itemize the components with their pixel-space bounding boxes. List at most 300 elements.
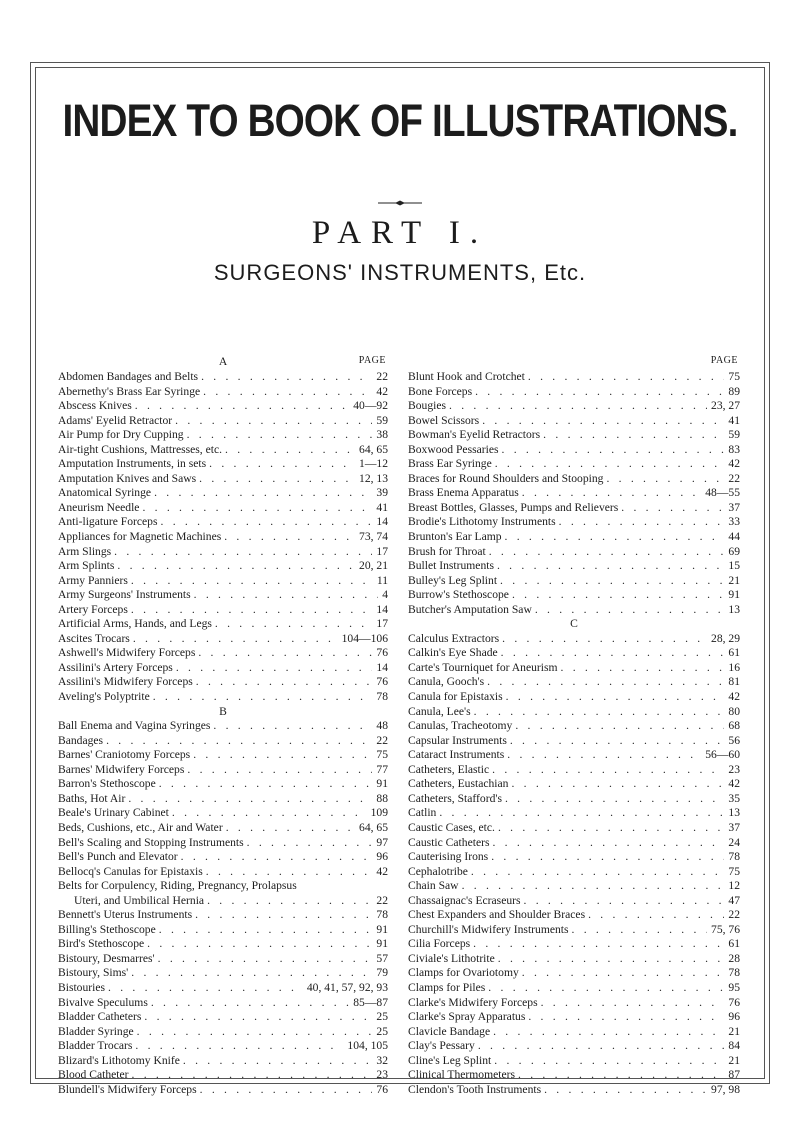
index-entry <box>58 923 388 938</box>
dot-leader <box>508 777 724 792</box>
entry-title: Assilini's Midwifery Forceps <box>58 675 193 689</box>
entry-page: 42 <box>376 384 388 398</box>
dot-leader <box>222 443 355 458</box>
entry-title: Clamps for Piles <box>408 980 486 994</box>
entry-title: Bivalve Speculums <box>58 995 148 1009</box>
dot-leader <box>499 443 725 458</box>
entry-title: Bullet Instruments <box>408 559 494 573</box>
index-entry <box>58 661 388 676</box>
index-entry <box>408 515 740 530</box>
index-entry <box>58 675 388 690</box>
column-header <box>408 355 740 370</box>
entry-title: Butcher's Amputation Saw <box>408 602 532 616</box>
index-entry <box>58 457 388 472</box>
entry-title: Bladder Catheters <box>58 1010 142 1024</box>
dot-leader <box>495 821 724 836</box>
index-entry <box>58 559 388 574</box>
entry-page: 64, 65 <box>359 820 388 834</box>
dot-leader <box>134 1025 373 1040</box>
entry-title: Civiale's Lithotrite <box>408 951 495 965</box>
dot-leader <box>492 457 725 472</box>
entry-title: Air Pump for Dry Cupping <box>58 428 184 442</box>
entry-title: Cilia Forceps <box>408 937 471 951</box>
index-entry <box>58 530 388 545</box>
entry-page: 28 <box>728 951 740 965</box>
index-entry <box>58 588 388 603</box>
dot-leader <box>178 850 373 865</box>
entry-page: 25 <box>376 1010 388 1024</box>
dot-leader <box>148 996 349 1011</box>
index-entry <box>408 806 740 821</box>
dot-leader <box>151 486 372 501</box>
dot-leader <box>525 370 725 385</box>
entry-page: 87 <box>728 1068 740 1082</box>
index-entry <box>58 763 388 778</box>
index-entry <box>58 1010 388 1025</box>
ornament-divider <box>378 200 422 206</box>
index-entry <box>58 690 388 705</box>
entry-title: Bladder Syringe <box>58 1024 134 1038</box>
index-entry <box>408 690 740 705</box>
entry-title: Churchill's Midwifery Instruments <box>408 922 569 936</box>
entry-title: Brush for Throat <box>408 544 486 558</box>
entry-title: Beds, Cushions, etc., Air and Water <box>58 820 223 834</box>
entry-title: Amputation Instruments, in sets <box>58 457 207 471</box>
entry-title: Caustic Cases, etc. <box>408 820 495 834</box>
index-entry <box>58 370 388 385</box>
index-entry <box>58 748 388 763</box>
dot-leader <box>144 937 372 952</box>
dot-leader <box>532 603 725 618</box>
index-entry <box>58 996 388 1011</box>
index-list-b <box>58 719 388 1097</box>
entry-title: Brass Ear Syringe <box>408 457 492 471</box>
entry-page: 14 <box>376 602 388 616</box>
entry-title: Cephalotribe <box>408 864 468 878</box>
entry-page: 38 <box>376 428 388 442</box>
dot-leader <box>509 588 724 603</box>
dot-leader <box>114 559 355 574</box>
dot-leader <box>490 1025 724 1040</box>
entry-page: 91 <box>728 588 740 602</box>
dot-leader <box>173 661 373 676</box>
index-entry <box>408 632 740 647</box>
entry-title: Catlin <box>408 806 437 820</box>
entry-page: 22 <box>728 471 740 485</box>
entry-title: Aneurism Needle <box>58 500 140 514</box>
dot-leader <box>618 501 724 516</box>
index-entry <box>408 588 740 603</box>
entry-title: Bowel Scissors <box>408 413 480 427</box>
entry-page: 17 <box>376 617 388 631</box>
entry-title: Artery Forceps <box>58 602 128 616</box>
dot-leader <box>475 1039 725 1054</box>
index-entry <box>58 414 388 429</box>
entry-page: 22 <box>728 908 740 922</box>
dot-leader <box>203 865 373 880</box>
index-entry <box>58 879 388 894</box>
dot-leader <box>130 632 338 647</box>
dot-leader <box>459 879 725 894</box>
dot-leader <box>470 937 724 952</box>
index-entry <box>408 763 740 778</box>
dot-leader <box>129 1068 373 1083</box>
index-entry <box>408 879 740 894</box>
entry-title: Anatomical Syringe <box>58 486 152 500</box>
index-entry <box>58 515 388 530</box>
dot-leader <box>158 515 373 530</box>
index-entry <box>58 719 388 734</box>
dot-leader <box>491 1054 724 1069</box>
index-entry <box>58 806 388 821</box>
entry-page: 22 <box>376 733 388 747</box>
entry-title: Artificial Arms, Hands, and Legs <box>58 617 212 631</box>
dot-leader <box>200 385 372 400</box>
index-entry <box>408 1054 740 1069</box>
index-entry <box>408 559 740 574</box>
page-title: INDEX TO BOOK OF ILLUSTRATIONS. <box>62 95 738 146</box>
index-entry <box>58 792 388 807</box>
index-entry <box>408 530 740 545</box>
dot-leader <box>190 748 372 763</box>
section-letter-b: B <box>219 704 227 718</box>
index-list-c <box>408 632 740 1098</box>
page-label: PAGE <box>710 355 738 366</box>
index-entry <box>58 734 388 749</box>
entry-page: 64, 65 <box>359 442 388 456</box>
index-entry <box>408 675 740 690</box>
entry-page: 76 <box>376 646 388 660</box>
index-entry <box>58 1054 388 1069</box>
index-entry <box>408 457 740 472</box>
entry-title: Cauterising Irons <box>408 850 489 864</box>
dot-leader <box>503 690 725 705</box>
entry-title: Baths, Hot Air <box>58 791 126 805</box>
index-entry <box>58 399 388 414</box>
dot-leader <box>494 559 724 574</box>
entry-title: Army Panniers <box>58 573 128 587</box>
entry-page: 42 <box>376 864 388 878</box>
dot-leader <box>556 515 725 530</box>
index-entry <box>58 952 388 967</box>
entry-title: Clendon's Tooth Instruments <box>408 1082 542 1096</box>
entry-title: Barnes' Craniotomy Forceps <box>58 748 191 762</box>
entry-title: Carte's Tourniquet for Aneurism <box>408 660 558 674</box>
index-entry <box>58 981 388 996</box>
dot-leader <box>498 646 725 661</box>
entry-title: Chain Saw <box>408 879 459 893</box>
index-entry <box>58 617 388 632</box>
entry-page: 75 <box>376 748 388 762</box>
index-entry <box>408 603 740 618</box>
entry-title: Capsular Instruments <box>408 733 507 747</box>
dot-leader <box>184 763 372 778</box>
entry-title: Abernethy's Brass Ear Syringe <box>58 384 201 398</box>
index-entry <box>58 894 388 909</box>
entry-title: Arm Splints <box>58 559 115 573</box>
entry-page: 56 <box>728 733 740 747</box>
entry-title: Calkin's Eye Shade <box>408 646 498 660</box>
index-entry <box>408 1068 740 1083</box>
dot-leader <box>488 850 724 865</box>
index-entry <box>58 1083 388 1098</box>
entry-title: Amputation Knives and Saws <box>58 471 197 485</box>
entry-page: 13 <box>728 806 740 820</box>
entry-title: Blunt Hook and Crotchet <box>408 370 525 383</box>
entry-page: 89 <box>728 384 740 398</box>
entry-page: 78 <box>728 850 740 864</box>
dot-leader <box>193 675 373 690</box>
entry-page: 22 <box>376 893 388 907</box>
entry-title: Assilini's Artery Forceps <box>58 660 173 674</box>
entry-page: 88 <box>376 791 388 805</box>
entry-page: 78 <box>728 966 740 980</box>
dot-leader <box>221 530 355 545</box>
entry-title: Bell's Punch and Elevator <box>58 850 178 864</box>
dot-leader <box>471 705 725 720</box>
entry-title: Bandages <box>58 733 104 747</box>
entry-page: 1—12 <box>359 457 388 471</box>
entry-page: 61 <box>728 646 740 660</box>
entry-title: Clarke's Spray Apparatus <box>408 1010 526 1024</box>
entry-page: 21 <box>728 1053 740 1067</box>
entry-page: 59 <box>728 428 740 442</box>
entry-title: Clinical Thermometers <box>408 1068 515 1082</box>
entry-title: Bistoury, Sims' <box>58 966 129 980</box>
entry-page: 97, 98 <box>711 1082 740 1096</box>
index-entry <box>408 414 740 429</box>
entry-page: 12 <box>728 879 740 893</box>
entry-page: 42 <box>728 457 740 471</box>
dot-leader <box>479 414 724 429</box>
index-entry <box>408 734 740 749</box>
index-entry <box>58 1068 388 1083</box>
entry-page: 35 <box>728 791 740 805</box>
dot-leader <box>244 836 373 851</box>
entry-page: 109 <box>370 806 388 820</box>
dot-leader <box>507 734 725 749</box>
entry-page: 68 <box>728 719 740 733</box>
entry-page: 28, 29 <box>711 631 740 645</box>
index-entry <box>58 966 388 981</box>
section-letter-a: A <box>218 355 228 368</box>
dot-leader <box>504 748 701 763</box>
dot-leader <box>489 763 724 778</box>
entry-page: 76 <box>376 1082 388 1096</box>
dot-leader <box>489 836 724 851</box>
entry-page: 69 <box>728 544 740 558</box>
entry-page: 47 <box>728 893 740 907</box>
entry-title: Anti-ligature Forceps <box>58 515 158 529</box>
dot-leader <box>484 675 724 690</box>
entry-page: 77 <box>376 762 388 776</box>
index-entry <box>58 646 388 661</box>
index-entry <box>408 545 740 560</box>
index-entry <box>58 865 388 880</box>
entry-title: Canula, Gooch's <box>408 675 485 689</box>
dot-leader <box>111 545 372 560</box>
dot-leader <box>446 399 707 414</box>
index-entry <box>408 1010 740 1025</box>
entry-page: 48 <box>376 719 388 733</box>
entry-page: 41 <box>728 413 740 427</box>
index-entry <box>408 574 740 589</box>
entry-page: 40—92 <box>353 399 388 413</box>
dot-leader <box>541 1083 707 1098</box>
index-entry <box>408 705 740 720</box>
entry-page: 80 <box>728 704 740 718</box>
dot-leader <box>515 1068 724 1083</box>
index-entry <box>408 850 740 865</box>
entry-page: 75 <box>728 370 740 383</box>
dot-leader <box>210 719 372 734</box>
entry-page: 85—87 <box>353 995 388 1009</box>
entry-page: 83 <box>728 442 740 456</box>
index-entry <box>408 428 740 443</box>
entry-page: 4 <box>382 588 388 602</box>
entry-title: Canula for Epistaxis <box>408 690 503 704</box>
index-entry <box>408 370 740 385</box>
entry-page: 104—106 <box>341 631 388 645</box>
index-entry <box>408 1025 740 1040</box>
entry-title: Bistouries <box>58 980 106 994</box>
entry-title: Cline's Leg Splint <box>408 1053 492 1067</box>
entry-page: 12, 13 <box>359 471 388 485</box>
index-entry <box>58 821 388 836</box>
index-entry <box>408 908 740 923</box>
entry-page: 33 <box>728 515 740 529</box>
entry-title: Burrow's Stethoscope <box>408 588 509 602</box>
entry-title: Catheters, Eustachian <box>408 777 509 791</box>
entry-page: 22 <box>376 370 388 383</box>
index-entry <box>408 923 740 938</box>
entry-title: Barnes' Midwifery Forceps <box>58 762 185 776</box>
dot-leader <box>150 690 373 705</box>
dot-leader <box>156 923 373 938</box>
index-entry <box>408 996 740 1011</box>
index-entry <box>408 981 740 996</box>
index-entry <box>408 792 740 807</box>
dot-leader <box>468 865 725 880</box>
entry-title: Appliances for Magnetic Machines <box>58 530 222 544</box>
index-entry <box>58 545 388 560</box>
entry-page: 23 <box>376 1068 388 1082</box>
entry-page: 37 <box>728 820 740 834</box>
index-entry <box>408 952 740 967</box>
dot-leader <box>603 472 724 487</box>
dot-leader <box>125 792 372 807</box>
entry-page: 41 <box>376 500 388 514</box>
dot-leader <box>195 646 372 661</box>
entry-title: Army Surgeons' Instruments <box>58 588 191 602</box>
dot-leader <box>436 806 724 821</box>
index-entry <box>58 486 388 501</box>
entry-page: 16 <box>728 660 740 674</box>
index-entry <box>408 1039 740 1054</box>
dot-leader <box>128 574 373 589</box>
entry-page: 20, 21 <box>359 559 388 573</box>
entry-title: Breast Bottles, Glasses, Pumps and Relievers <box>408 500 619 514</box>
index-entry <box>58 603 388 618</box>
entry-page: 42 <box>728 690 740 704</box>
index-entry <box>58 777 388 792</box>
entry-page: 76 <box>376 675 388 689</box>
dot-leader <box>132 1039 343 1054</box>
index-entry <box>408 894 740 909</box>
entry-page: 40, 41, 57, 92, 93 <box>306 980 388 994</box>
dot-leader <box>519 486 701 501</box>
entry-title: Clavicle Bandage <box>408 1024 491 1038</box>
dot-leader <box>198 370 372 385</box>
page-label: PAGE <box>358 355 386 366</box>
index-entry <box>58 850 388 865</box>
entry-title: Canulas, Tracheotomy <box>408 719 513 733</box>
entry-page: 24 <box>728 835 740 849</box>
entry-page: 21 <box>728 573 740 587</box>
entry-title: Catheters, Elastic <box>408 762 490 776</box>
entry-title: Caustic Catheters <box>408 835 490 849</box>
entry-title: Clamps for Ovariotomy <box>408 966 519 980</box>
index-entry <box>58 443 388 458</box>
dot-leader <box>196 472 355 487</box>
index-entry <box>58 385 388 400</box>
entry-title: Bladder Trocars <box>58 1039 133 1053</box>
index-entry <box>408 646 740 661</box>
dot-leader <box>512 719 724 734</box>
dot-leader <box>128 603 373 618</box>
entry-title: Bistoury, Desmarres' <box>58 951 155 965</box>
entry-title: Bulley's Leg Splint <box>408 573 498 587</box>
index-entry <box>58 574 388 589</box>
dot-leader <box>180 1054 373 1069</box>
dot-leader <box>497 574 724 589</box>
entry-page: 81 <box>728 675 740 689</box>
entry-title: Bird's Stethoscope <box>58 937 145 951</box>
entry-title: Calculus Extractors <box>408 631 500 645</box>
entry-title: Brass Enema Apparatus <box>408 486 519 500</box>
dot-leader <box>223 821 355 836</box>
entry-title: Bell's Scaling and Stopping Instruments <box>58 835 244 849</box>
dot-leader <box>519 966 725 981</box>
index-entry <box>408 486 740 501</box>
index-column-left <box>58 355 388 1097</box>
entry-page: 23, 27 <box>711 399 740 413</box>
entry-page: 39 <box>376 486 388 500</box>
dot-leader <box>204 894 372 909</box>
entry-page: 11 <box>376 573 388 587</box>
index-entry <box>58 908 388 923</box>
index-entry <box>408 966 740 981</box>
dot-leader <box>495 952 725 967</box>
dot-leader <box>485 981 724 996</box>
dot-leader <box>212 617 373 632</box>
entry-title: Clay's Pessary <box>408 1039 475 1053</box>
entry-page: 42 <box>728 777 740 791</box>
entry-page: 79 <box>376 966 388 980</box>
dot-leader <box>156 777 373 792</box>
index-entry <box>408 661 740 676</box>
entry-page: 14 <box>376 515 388 529</box>
entry-title: Adams' Eyelid Retractor <box>58 413 173 427</box>
index-entry <box>408 865 740 880</box>
entry-page: 78 <box>376 908 388 922</box>
index-entry <box>58 428 388 443</box>
entry-page: 57 <box>376 951 388 965</box>
index-entry <box>408 836 740 851</box>
entry-title: Barron's Stethoscope <box>58 777 156 791</box>
entry-title: Ball Enema and Vagina Syringes <box>58 719 211 733</box>
index-entry <box>58 1039 388 1054</box>
